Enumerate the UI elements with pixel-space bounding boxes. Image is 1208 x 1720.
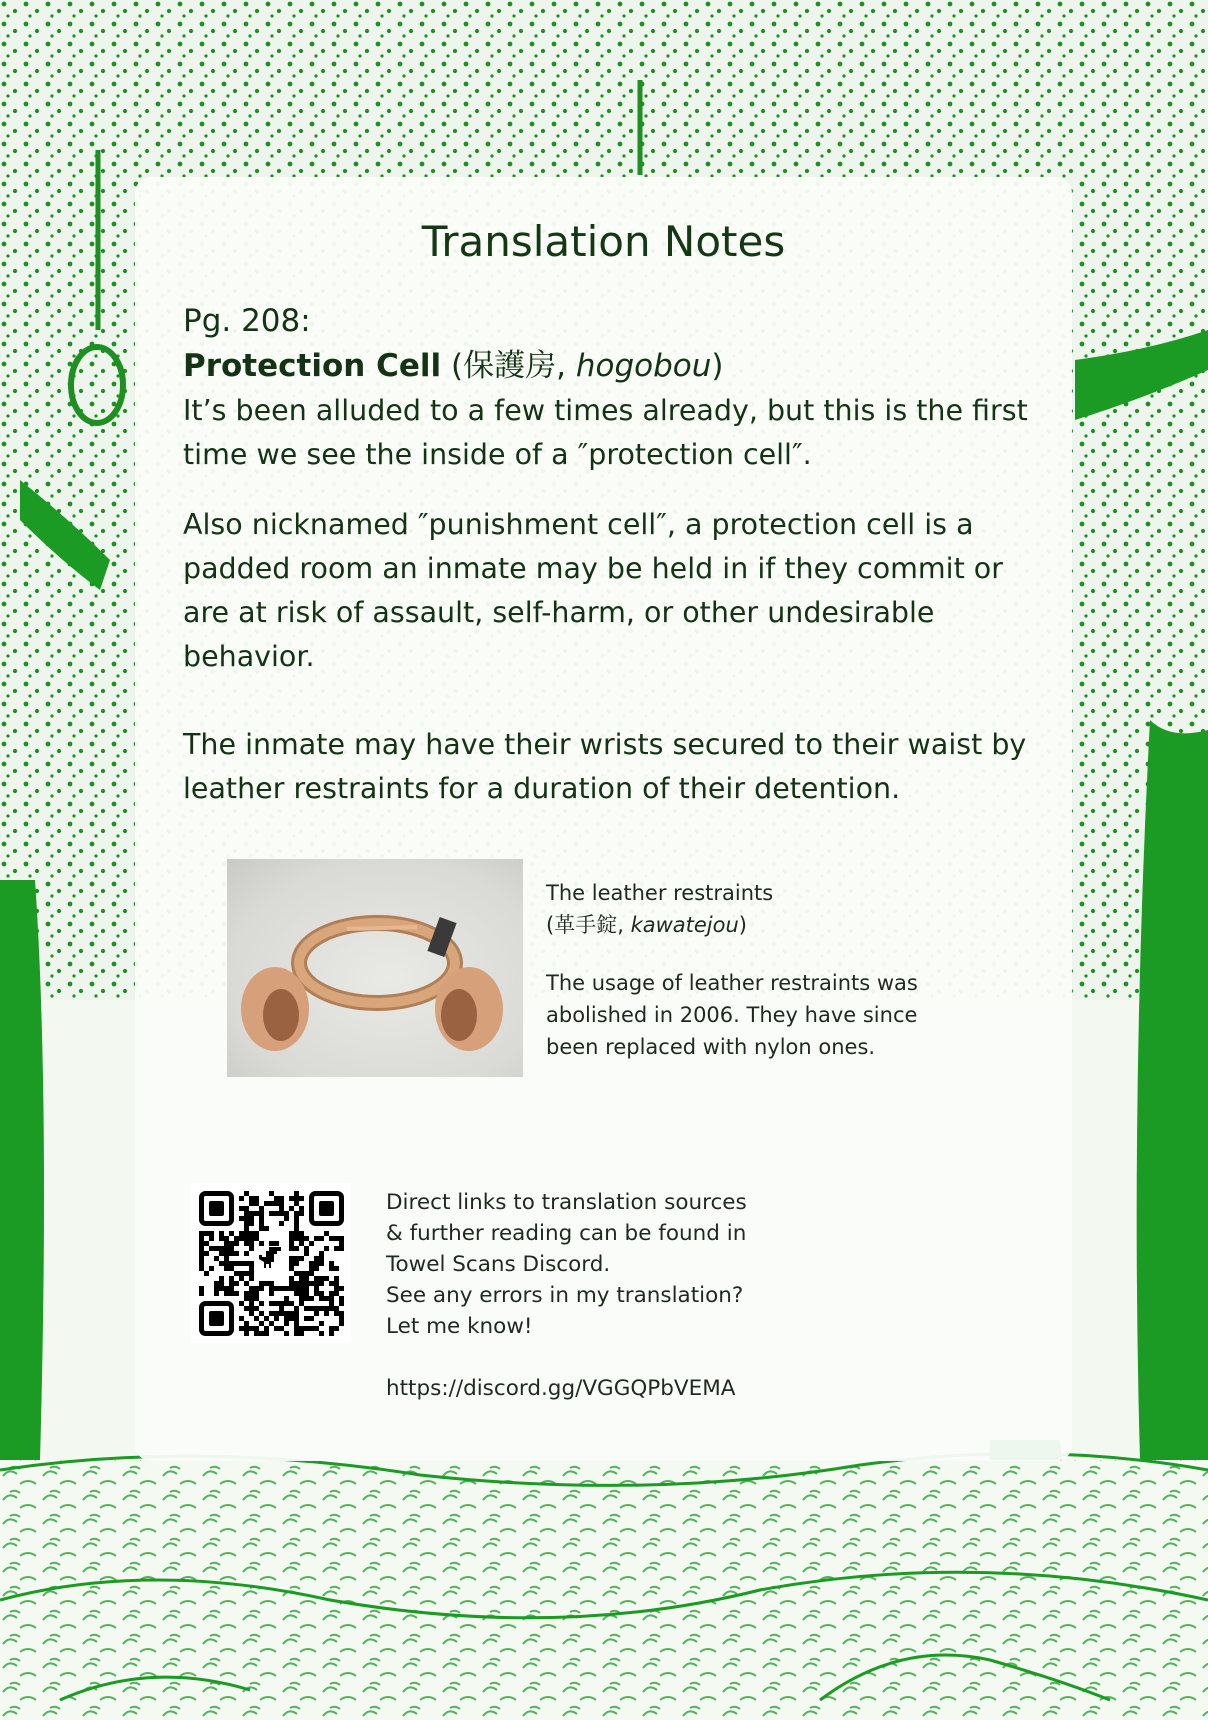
info-line: See any errors in my translation?: [386, 1283, 744, 1308]
term-name: Protection Cell: [183, 348, 442, 384]
leather-restraints-illustration: [227, 859, 523, 1077]
translation-notes-card: [135, 177, 1072, 1461]
info-line: Towel Scans Discord.: [386, 1252, 611, 1277]
note-paragraph: The inmate may have their wrists secured to their waist by leather restraints for a duration of their detention.: [183, 728, 1027, 805]
term-close-paren: ): [711, 348, 724, 384]
term-heading: [183, 343, 1033, 389]
caption-title: The leather restraints: [546, 881, 774, 905]
info-line: Direct links to translation sources: [386, 1190, 747, 1215]
info-line: Let me know!: [386, 1314, 533, 1339]
leather-restraints-photo: [227, 859, 523, 1077]
note-paragraph: It’s been alluded to a few times already, but this is the first time we see the inside of a ″protection cell″.: [183, 394, 1028, 471]
caption-body: The usage of leather restraints was abolished in 2006. They have since been replaced with nylon ones.: [546, 971, 918, 1059]
term-open-paren: (: [441, 348, 464, 384]
caption-romaji: kawatejou: [630, 913, 739, 937]
page-reference: Pg. 208:: [183, 303, 311, 339]
qr-code-graphic: [191, 1183, 351, 1343]
caption-open-paren: (: [546, 913, 555, 937]
photo-caption: [546, 877, 966, 1063]
caption-kanji: 革手錠,: [554, 913, 631, 937]
note-paragraph: Also nicknamed ″punishment cell″, a protection cell is a padded room an inmate may be held in if they commit or are at risk of assault, self-harm, or other undesirable behavior.: [183, 508, 1003, 673]
term-kanji: 保護房,: [463, 348, 576, 384]
page-title: Translation Notes: [421, 217, 786, 266]
discord-qr-code: [191, 1183, 351, 1343]
info-line: & further reading can be found in: [386, 1221, 747, 1246]
discord-link[interactable]: https://discord.gg/VGGQPbVEMA: [386, 1376, 736, 1401]
discord-info: [386, 1187, 906, 1404]
note-body: [183, 299, 1033, 811]
caption-close-paren: ): [738, 913, 747, 937]
term-romaji: hogobou: [575, 348, 712, 384]
caption-term: [546, 909, 966, 941]
